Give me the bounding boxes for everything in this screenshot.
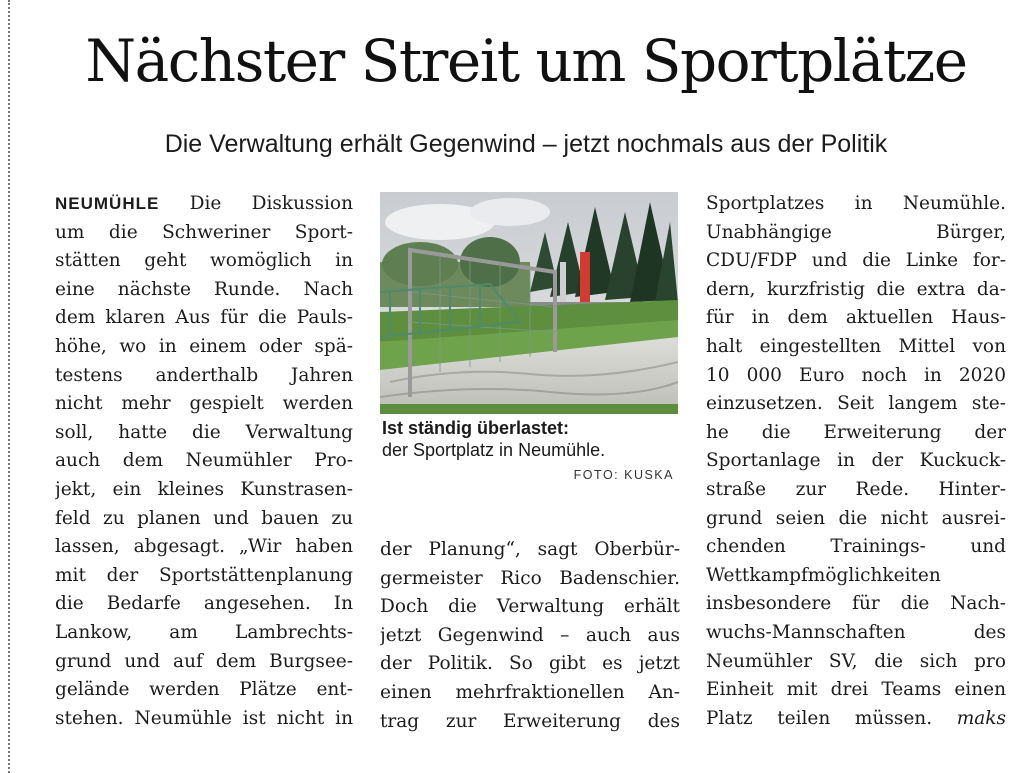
text-line: jetzt Gegenwind – auch aus	[380, 624, 680, 646]
text-line: stätten geht womöglich in	[55, 250, 353, 272]
author-signature: maks	[956, 707, 1006, 729]
article-column-2	[380, 536, 680, 736]
text-line: dem klaren Aus für die Pauls-	[55, 307, 353, 329]
text-line: nicht mehr gespielt werden	[55, 393, 353, 415]
text-line: Neumühler SV, die sich pro	[706, 650, 1006, 672]
article-column-3	[706, 190, 1006, 733]
text-line: jekt, ein kleines Kunstrasen-	[55, 478, 353, 500]
text-line: mit der Sportstättenplanung	[55, 564, 353, 586]
text-line: stehen. Neumühle ist nicht in	[55, 707, 353, 729]
text-line: wuchs-Mannschaften des	[706, 621, 1006, 643]
text-line: dern, kurzfristig die extra da-	[706, 278, 1006, 300]
text-line: germeister Rico Badenschier.	[380, 567, 680, 589]
text-line: Wettkampfmöglichkeiten	[706, 564, 941, 586]
text-line: insbesondere für die Nach-	[706, 593, 1006, 615]
text-line: chenden Trainings- und	[706, 536, 1006, 558]
text-line: soll, hatte die Verwaltung	[55, 421, 353, 443]
headline: Nächster Streit um Sportplätze	[85, 27, 967, 95]
dateline: NEUMÜHLE	[55, 194, 160, 213]
text-line: der Planung“, sagt Oberbür-	[380, 539, 680, 560]
text-line: halt eingestellten Mittel von	[706, 335, 1006, 357]
text-line: grund seien die nicht ausrei-	[706, 507, 1006, 529]
text-line: gelände werden Plätze ent-	[55, 679, 353, 701]
text-line: auch dem Neumühler Pro-	[55, 450, 353, 472]
text-line: Sportanlage in der Kuckuck-	[706, 450, 1006, 472]
text-line: für in dem aktuellen Haus-	[706, 307, 1006, 329]
text-line: eine nächste Runde. Nach	[55, 278, 353, 300]
text-line: CDU/FDP und die Linke for-	[706, 250, 1006, 272]
text-fragment: Platz teilen müssen.	[706, 707, 957, 729]
text-line: die Bedarfe angesehen. In	[55, 593, 353, 615]
text-line: grund und auf dem Burgsee-	[55, 650, 353, 672]
text-line: um die Schweriner Sport-	[55, 221, 353, 243]
photo-caption-text: der Sportplatz in Neumühle.	[382, 440, 606, 460]
photo-credit: FOTO: KUSKA	[573, 468, 674, 482]
text-line: einen mehrfraktionellen An-	[380, 681, 680, 703]
text-line	[55, 190, 353, 219]
text-fragment: Die Diskussion	[159, 193, 353, 214]
text-line: feld zu planen und bauen zu	[55, 507, 353, 529]
text-line: straße zur Rede. Hinter-	[706, 478, 1006, 500]
text-line: he die Erweiterung der	[706, 421, 1006, 443]
subheadline: Die Verwaltung erhält Gegenwind – jetzt nochmals aus der Politik	[164, 130, 888, 158]
text-line: trag zur Erweiterung des	[380, 710, 680, 732]
text-line: höhe, wo in einem oder spä-	[55, 335, 353, 357]
text-line: einzusetzen. Seit langem ste-	[706, 393, 1006, 415]
text-line: testens anderthalb Jahren	[55, 364, 353, 386]
text-line: Einheit mit drei Teams einen	[706, 679, 1006, 701]
sports-field-photo	[380, 192, 678, 414]
photo-caption-title: Ist ständig überlastet:	[382, 418, 570, 438]
dotted-column-rule	[8, 0, 10, 773]
article-column-1	[55, 190, 353, 733]
text-line: 10 000 Euro noch in 2020	[706, 364, 1006, 386]
text-line: Doch die Verwaltung erhält	[380, 596, 680, 618]
text-line: Lankow, am Lambrechts-	[55, 621, 353, 643]
text-line: lassen, abgesagt. „Wir haben	[55, 536, 353, 558]
text-line: der Politik. So gibt es jetzt	[380, 653, 680, 675]
text-line	[706, 705, 1006, 734]
text-line: Unabhängige Bürger,	[706, 221, 1006, 243]
text-line: Sportplatzes in Neumühle.	[706, 193, 1006, 214]
